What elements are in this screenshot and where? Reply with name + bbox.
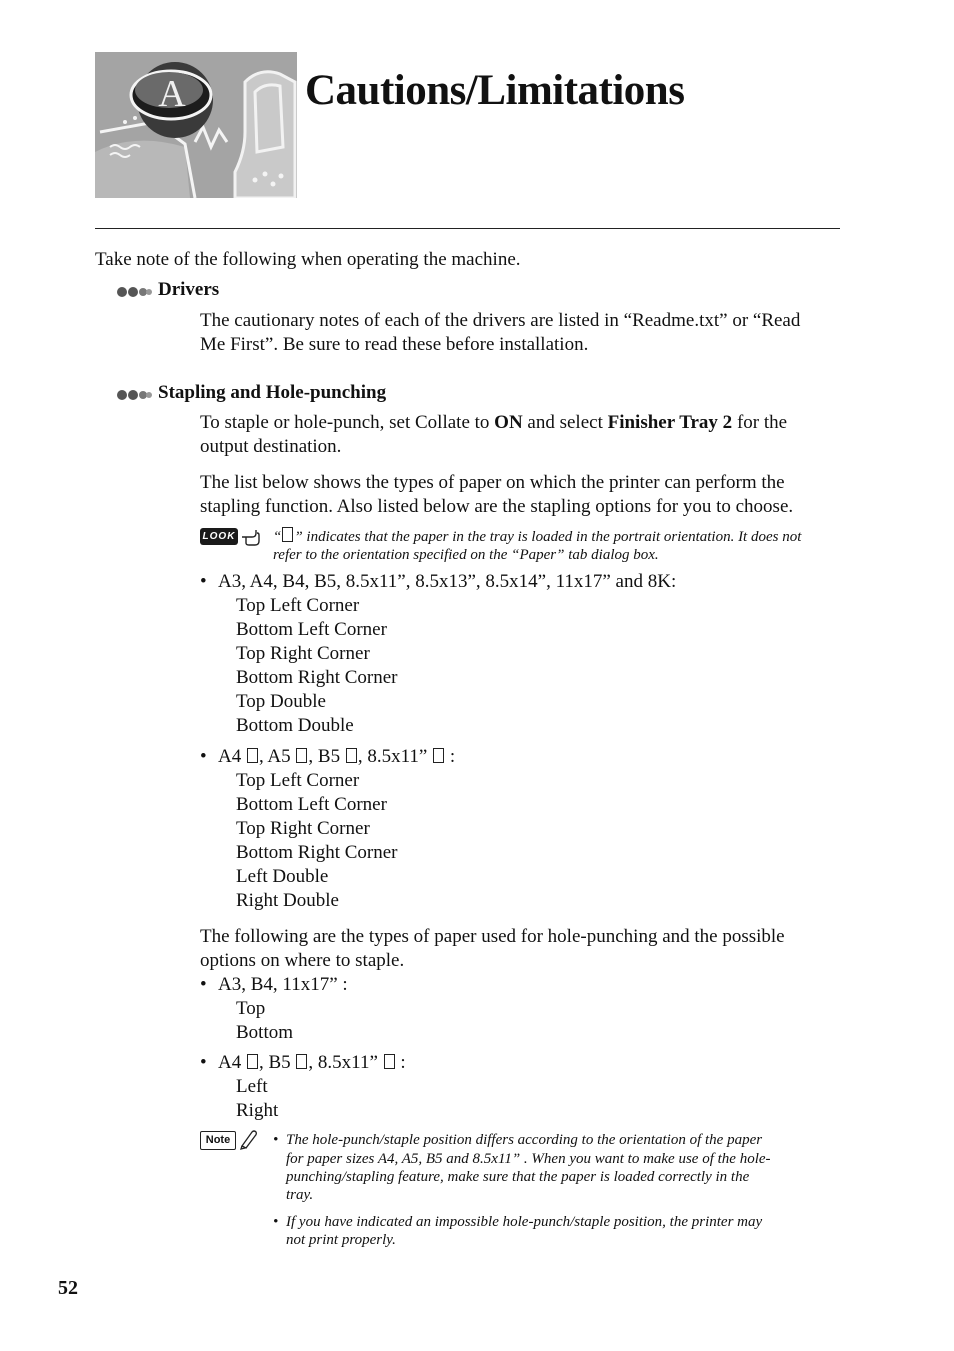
list-item: Bottom Left Corner: [236, 619, 387, 640]
drivers-line-2: Me First”. Be sure to read these before installation.: [200, 334, 589, 355]
punch-para-line-2: options on where to staple.: [200, 950, 405, 971]
list-item: Top Right Corner: [236, 643, 370, 664]
list-item: Left Double: [236, 866, 329, 887]
note-1-line-1: The hole-punch/staple position differs according to the orientation of the paper: [286, 1132, 763, 1148]
stapling-para-1-line-2: output destination.: [200, 436, 342, 457]
list-item: Bottom Double: [236, 715, 354, 736]
pencil-icon: [238, 1128, 258, 1150]
chapter-title: Cautions/Limitations: [305, 67, 685, 114]
portrait-orientation-icon: [346, 748, 357, 763]
stapling-para-2-line-1: The list below shows the types of paper on which the printer can perform the: [200, 472, 785, 493]
list-item: Top Left Corner: [236, 595, 360, 616]
chapter-illustration: [95, 52, 297, 198]
note-1-line-2: for paper sizes A4, A5, B5 and 8.5x11” . When you want to make use of the hole-: [286, 1151, 771, 1167]
bullet-dot: •: [200, 1052, 207, 1073]
list-item: Bottom Right Corner: [236, 842, 398, 863]
bullet-dot: •: [200, 974, 207, 995]
list-item: Right Double: [236, 890, 339, 911]
section-bullet-icon: [116, 286, 152, 298]
look-note-line-1: “ ” indicates that the paper in the tray is loaded in the portrait orientation. It does not: [273, 529, 802, 545]
list-item: Top: [236, 998, 266, 1019]
list-item: Right: [236, 1100, 279, 1121]
chapter-letter: A: [158, 73, 186, 115]
section-bullet-icon: [116, 389, 152, 401]
drivers-heading: Drivers: [158, 279, 220, 300]
bullet-dot: •: [273, 1132, 279, 1148]
bullet-dot: •: [200, 571, 207, 592]
note-1-line-3: punching/stapling feature, make sure that the paper is loaded correctly in the: [286, 1169, 750, 1185]
list-item: Left: [236, 1076, 268, 1097]
portrait-orientation-icon: [296, 748, 307, 763]
list-item: Top Double: [236, 691, 326, 712]
list-item: Top Right Corner: [236, 818, 370, 839]
list2-header: A4 , A5 , B5 , 8.5x11” :: [218, 746, 456, 767]
portrait-orientation-icon: [247, 1054, 258, 1069]
drivers-line-1: The cautionary notes of each of the drivers are listed in “Readme.txt” or “Read: [200, 310, 801, 331]
bullet-dot: •: [273, 1214, 279, 1230]
look-badge: LOOK: [200, 528, 238, 545]
stapling-para-1: To staple or hole-punch, set Collate to ON and select Finisher Tray 2 for the: [200, 412, 788, 433]
page-number: 52: [58, 1277, 78, 1299]
pointing-hand-icon: [240, 527, 262, 547]
look-note-line-2: refer to the orientation specified on the “Paper” tab dialog box.: [273, 547, 659, 563]
list3-header: A3, B4, 11x17” :: [218, 974, 348, 995]
header-rule: [95, 228, 840, 229]
portrait-orientation-icon: [296, 1054, 307, 1069]
note-2-line-1: If you have indicated an impossible hole-punch/staple position, the printer may: [286, 1214, 763, 1230]
stapling-heading: Stapling and Hole-punching: [158, 382, 387, 403]
portrait-orientation-icon: [433, 748, 444, 763]
intro-text: Take note of the following when operating the machine.: [95, 249, 521, 270]
bullet-dot: •: [200, 746, 207, 767]
portrait-orientation-icon: [247, 748, 258, 763]
list1-header: A3, A4, B4, B5, 8.5x11”, 8.5x13”, 8.5x14”, 11x17” and 8K:: [218, 571, 677, 592]
note-2-line-2: not print properly.: [286, 1232, 396, 1248]
portrait-orientation-icon: [384, 1054, 395, 1069]
portrait-orientation-icon: [282, 527, 293, 542]
list-item: Bottom: [236, 1022, 294, 1043]
note-badge: Note: [200, 1131, 236, 1150]
list-item: Top Left Corner: [236, 770, 360, 791]
collate-on-value: ON: [494, 412, 523, 433]
list-item: Bottom Left Corner: [236, 794, 387, 815]
stapling-para-2-line-2: stapling function. Also listed below are the stapling options for you to choose.: [200, 496, 794, 517]
finisher-tray-value: Finisher Tray 2: [607, 412, 733, 433]
list-item: Bottom Right Corner: [236, 667, 398, 688]
chapter-graphic: [95, 52, 297, 198]
note-1-line-4: tray.: [286, 1187, 314, 1203]
punch-para-line-1: The following are the types of paper used for hole-punching and the possible: [200, 926, 785, 947]
list4-header: A4 , B5 , 8.5x11” :: [218, 1052, 406, 1073]
